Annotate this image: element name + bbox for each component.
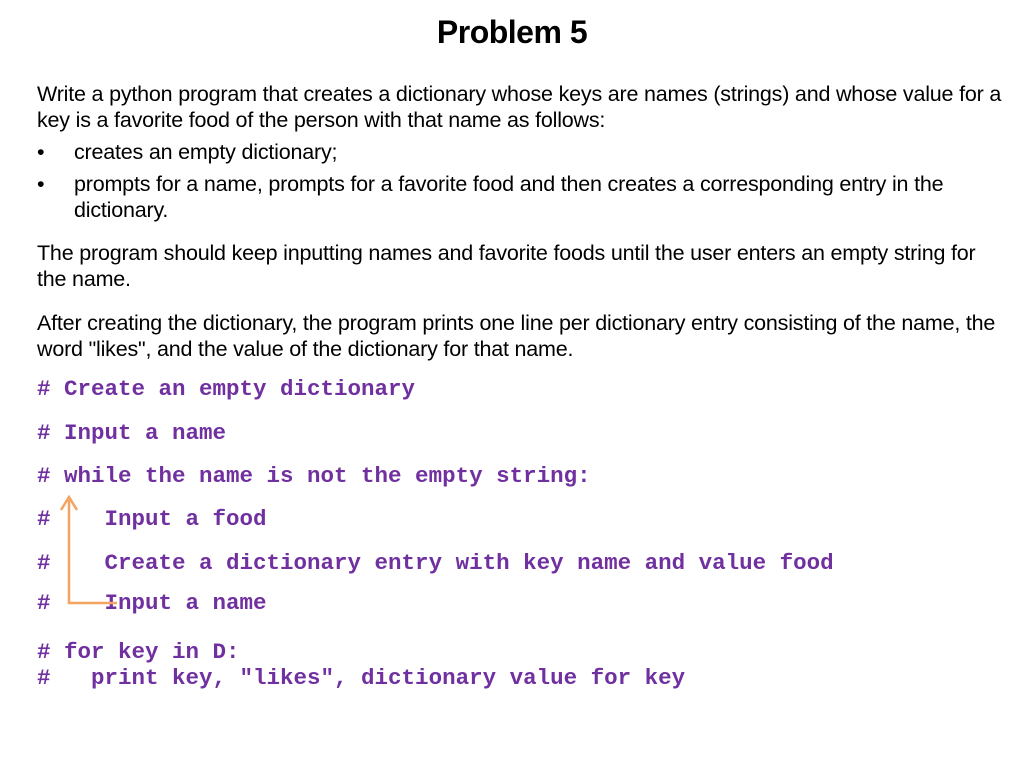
bullet-text: prompts for a name, prompts for a favorite food and then creates a corresponding entry in the dictionary. <box>74 172 944 222</box>
code-line: # Create a dictionary entry with key name and value food <box>37 550 834 576</box>
output-paragraph: After creating the dictionary, the program prints one line per dictionary entry consisting of the name, the word "likes", and the value of the dictionary for that name. <box>37 311 996 361</box>
code-line: # Input a name <box>37 590 267 616</box>
code-line: # print key, "likes", dictionary value for key <box>37 665 686 691</box>
code-line: # Input a name <box>37 420 227 446</box>
intro-paragraph: Write a python program that creates a dictionary whose keys are names (strings) and whose value for a key is a favorite food of the person with that name as follows: <box>37 82 1002 132</box>
code-line: # while the name is not the empty string: <box>37 463 591 489</box>
code-line: # for key in D: <box>37 639 240 665</box>
bullet-icon: • <box>37 172 45 196</box>
loop-paragraph: The program should keep inputting names and favorite foods until the user enters an empty string for the name. <box>37 241 976 291</box>
code-line: # Input a food <box>37 506 267 532</box>
bullet-icon: • <box>37 140 45 164</box>
page-title: Problem 5 <box>436 14 588 50</box>
code-line: # Create an empty dictionary <box>37 376 416 402</box>
bullet-text: creates an empty dictionary; <box>74 140 338 164</box>
